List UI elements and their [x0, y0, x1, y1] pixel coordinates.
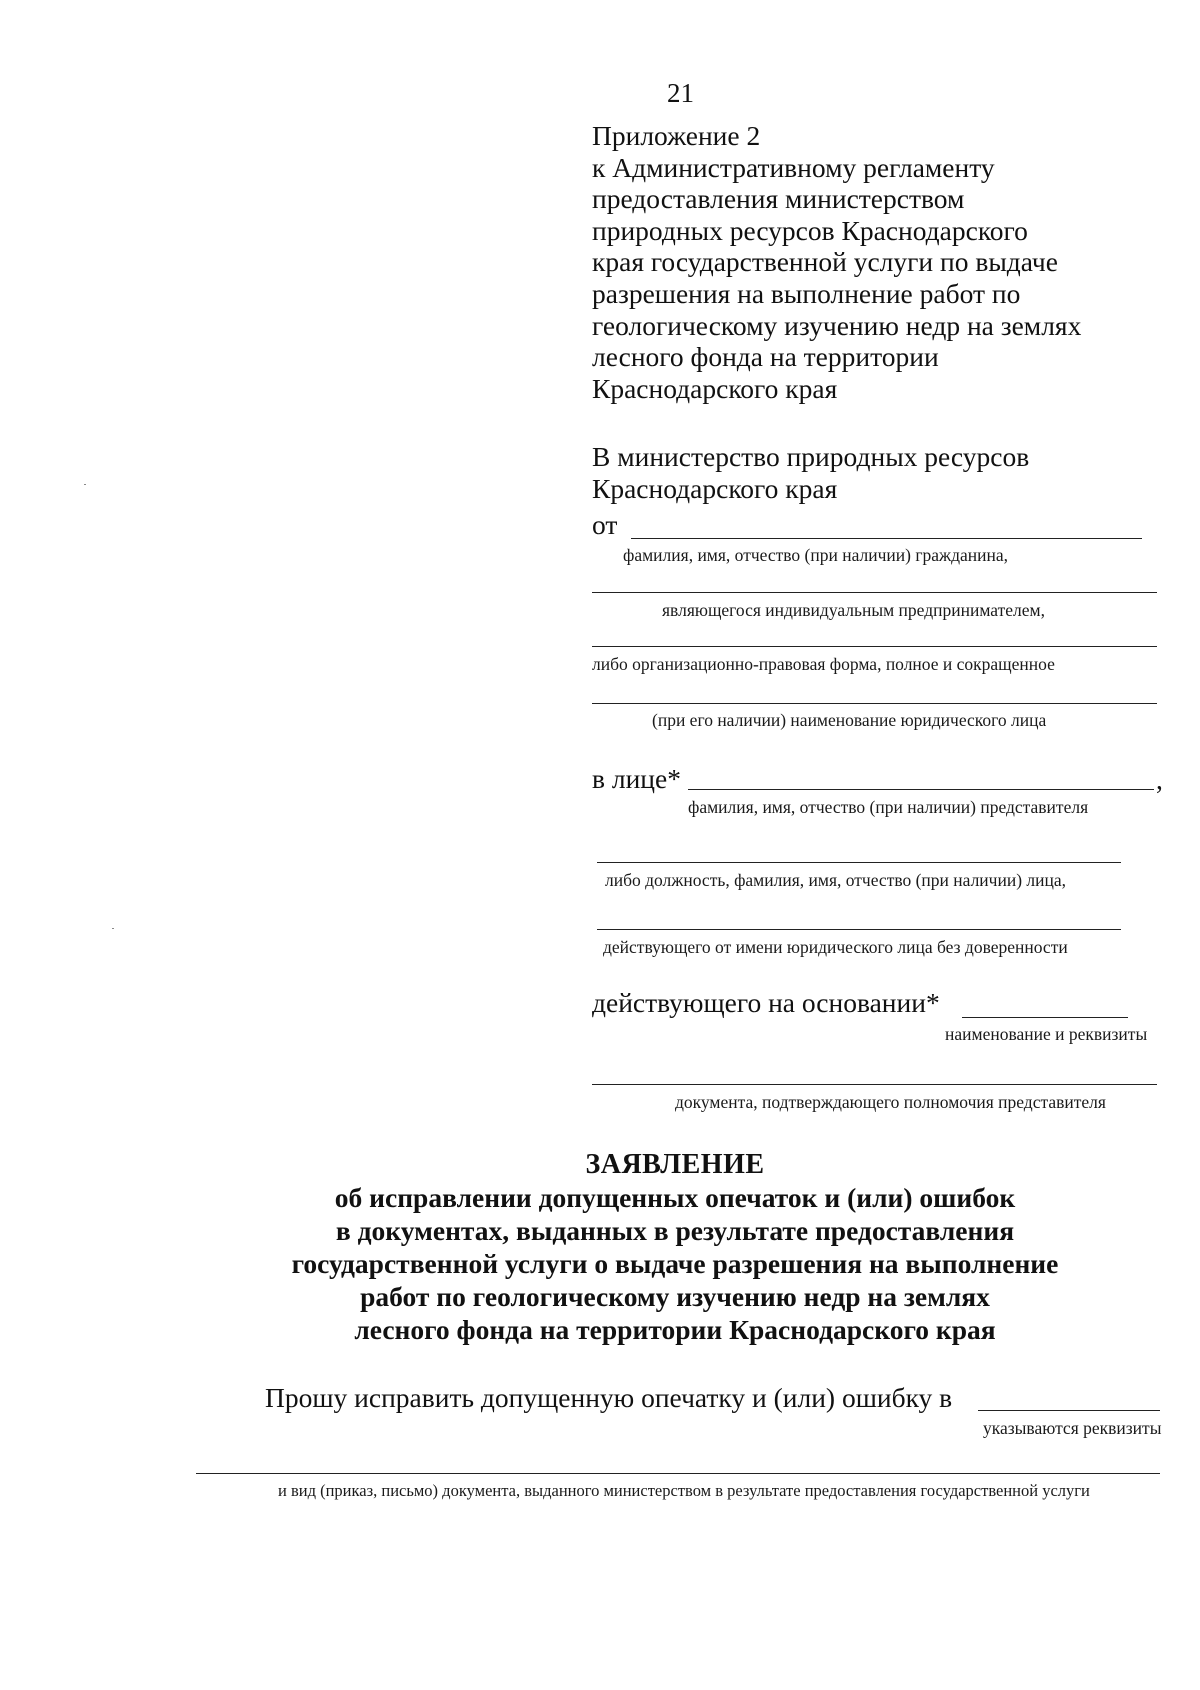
applicant-field-line[interactable] [592, 703, 1157, 704]
request-document-field-line[interactable] [196, 1473, 1160, 1474]
applicant-caption: (при его наличии) наименование юридического лица [652, 710, 1047, 730]
representative-field-line[interactable] [597, 929, 1121, 930]
title-line: работ по геологическому изучению недр на землях [360, 1281, 990, 1312]
page-number: 21 [667, 78, 694, 108]
representative-label: в лице* [592, 763, 681, 794]
appendix-line: края государственной услуги по выдаче [592, 246, 1058, 278]
title-line: об исправлении допущенных опечаток и (или) ошибок [334, 1182, 1016, 1213]
request-field-line[interactable] [978, 1410, 1160, 1411]
request-caption: указываются реквизиты [983, 1418, 1162, 1438]
appendix-line: Приложение 2 [592, 120, 761, 151]
representative-caption: либо должность, фамилия, имя, отчество (при наличии) лица, [605, 870, 1067, 890]
basis-field-line[interactable] [962, 1017, 1128, 1018]
basis-field-line[interactable] [592, 1084, 1157, 1085]
comma: , [1156, 764, 1163, 795]
applicant-caption: либо организационно-правовая форма, полное и сокращенное [592, 654, 1055, 674]
appendix-line: к Административному регламенту [592, 151, 995, 183]
applicant-field-line[interactable] [592, 646, 1157, 647]
applicant-field-line[interactable] [592, 592, 1157, 593]
appendix-line: Краснодарского края [592, 372, 838, 404]
addressee-line: Краснодарского края [592, 473, 838, 504]
representative-field-line[interactable] [597, 862, 1121, 863]
scan-mark [112, 928, 114, 929]
representative-field-line[interactable] [688, 789, 1154, 790]
title-main: ЗАЯВЛЕНИЕ [585, 1149, 765, 1180]
appendix-line: природных ресурсов Краснодарского [592, 214, 1028, 246]
title-line: лесного фонда на территории Краснодарского края [354, 1314, 996, 1345]
title-line: государственной услуги о выдаче разрешения на выполнение [291, 1248, 1059, 1279]
applicant-caption: являющегося индивидуальным предпринимателем, [662, 600, 1045, 620]
from-label: от [592, 509, 618, 540]
addressee-line: В министерство природных ресурсов [592, 441, 1030, 472]
basis-caption: документа, подтверждающего полномочия представителя [675, 1092, 1106, 1112]
basis-caption: наименование и реквизиты [945, 1024, 1148, 1044]
appendix-header [592, 120, 1152, 404]
applicant-caption: фамилия, имя, отчество (при наличии) гражданина, [623, 545, 1009, 565]
title-line: в документах, выданных в результате предоставления [335, 1215, 1015, 1246]
appendix-line: разрешения на выполнение работ по [592, 277, 1021, 309]
appendix-line: предоставления министерством [592, 183, 965, 215]
appendix-line: лесного фонда на территории [592, 341, 939, 373]
scan-mark [84, 484, 86, 485]
representative-caption: действующего от имени юридического лица без доверенности [603, 937, 1068, 957]
document-title [0, 1148, 1200, 1346]
applicant-name-field-line[interactable] [631, 538, 1142, 539]
request-text: Прошу исправить допущенную опечатку и (или) ошибку в [265, 1382, 953, 1413]
request-caption: и вид (приказ, письмо) документа, выданного министерством в результате предоставления государственной услуги [278, 1481, 1090, 1500]
basis-label: действующего на основании* [592, 987, 940, 1018]
representative-caption: фамилия, имя, отчество (при наличии) представителя [688, 797, 1089, 817]
addressee-block [592, 441, 1029, 505]
appendix-line: геологическому изучению недр на землях [592, 309, 1082, 341]
